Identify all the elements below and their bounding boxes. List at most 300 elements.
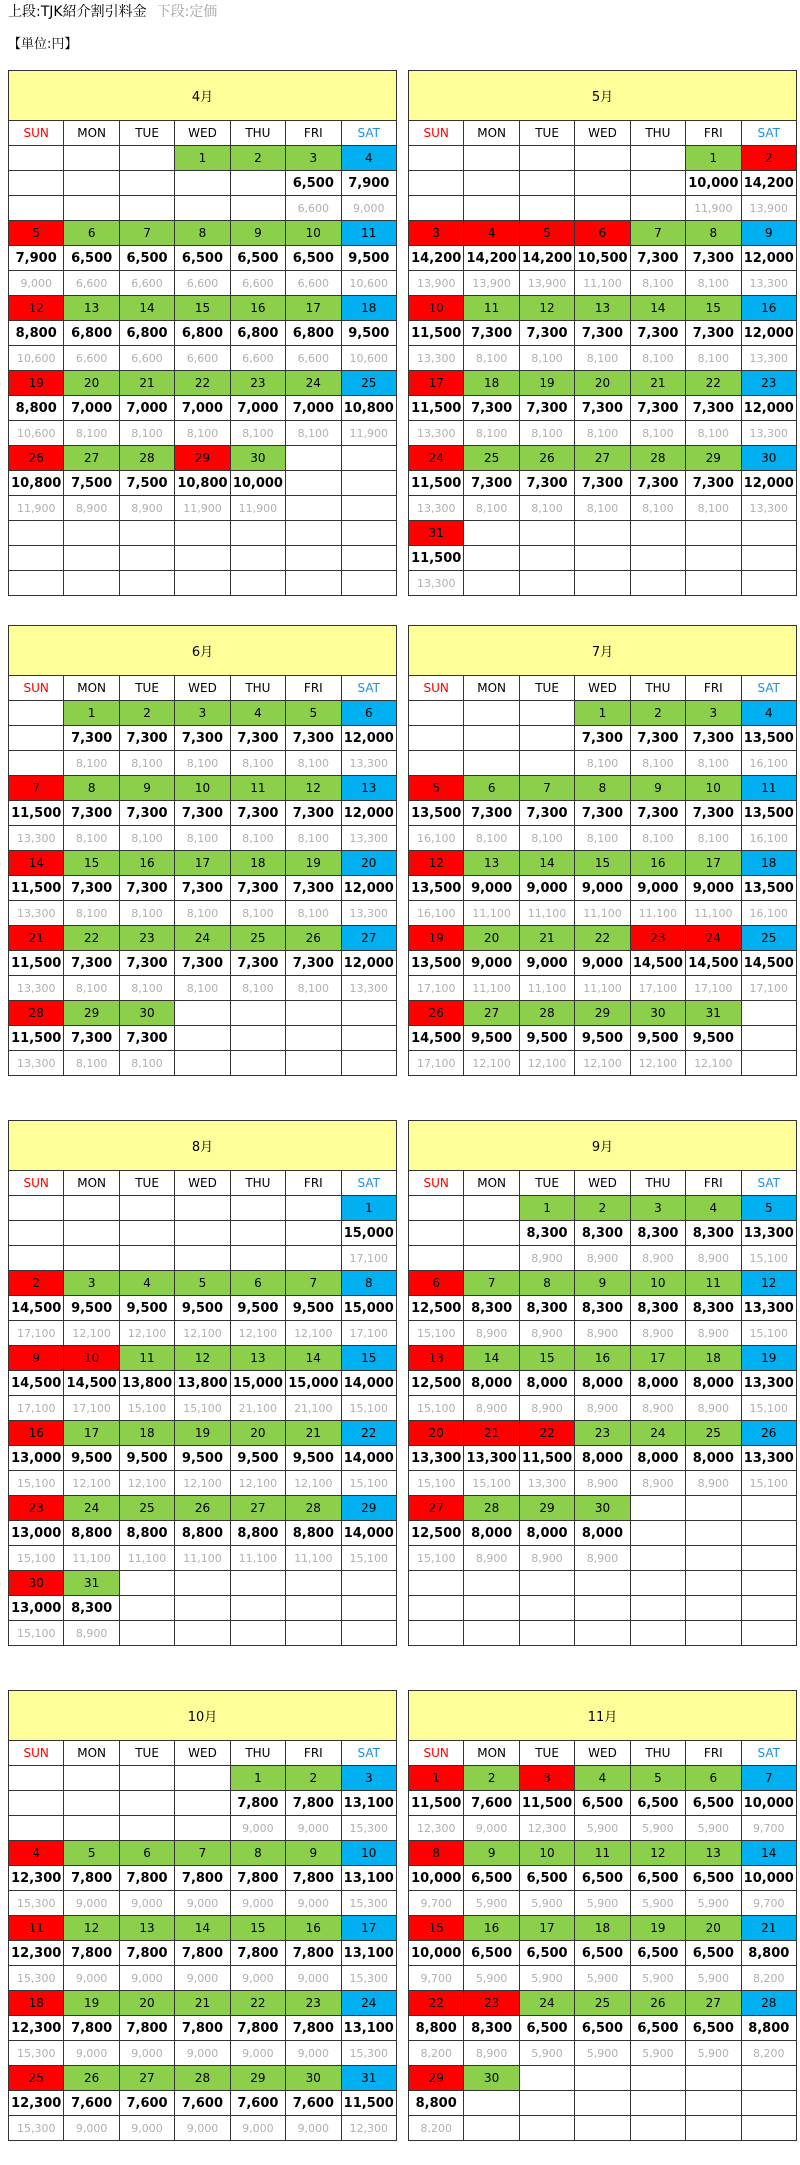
- weekday-header: WED: [575, 121, 630, 146]
- weekday-header: THU: [230, 1171, 285, 1196]
- discount-price-cell: 7,300: [119, 726, 174, 751]
- list-price-cell: 8,900: [464, 1396, 519, 1421]
- list-price-cell: 6,600: [286, 196, 341, 221]
- weekday-header: MON: [64, 1171, 119, 1196]
- date-cell: [686, 1571, 741, 1596]
- date-cell: 10: [686, 776, 741, 801]
- discount-price-cell: 14,500: [741, 951, 797, 976]
- date-cell: [286, 521, 341, 546]
- list-price-cell: 12,300: [409, 1816, 464, 1841]
- list-price-cell: 12,100: [64, 1471, 119, 1496]
- discount-price-cell: 6,500: [630, 2016, 685, 2041]
- date-cell: 5: [175, 1271, 230, 1296]
- discount-price-cell: 7,800: [175, 2016, 230, 2041]
- list-price-cell: [409, 196, 464, 221]
- date-cell: [341, 1571, 397, 1596]
- date-cell: 26: [741, 1421, 797, 1446]
- date-cell: 28: [630, 446, 685, 471]
- discount-price-cell: 8,800: [409, 2091, 464, 2116]
- list-price-cell: 15,100: [409, 1321, 464, 1346]
- date-cell: 16: [575, 1346, 630, 1371]
- date-cell: 19: [286, 851, 341, 876]
- date-cell: 19: [630, 1916, 685, 1941]
- list-price-cell: 13,300: [409, 496, 464, 521]
- list-price-cell: 9,000: [286, 2116, 341, 2141]
- weekday-header: FRI: [286, 1171, 341, 1196]
- date-cell: 12: [9, 296, 64, 321]
- discount-price-cell: 8,000: [519, 1371, 574, 1396]
- list-price-cell: 17,100: [64, 1396, 119, 1421]
- list-price-cell: 15,100: [175, 1396, 230, 1421]
- list-price-cell: 21,100: [286, 1396, 341, 1421]
- date-cell: 10: [64, 1346, 119, 1371]
- month-title: 10月: [9, 1691, 397, 1741]
- discount-price-cell: 7,300: [464, 396, 519, 421]
- list-price-cell: 16,100: [409, 826, 464, 851]
- list-price-cell: 11,100: [630, 901, 685, 926]
- date-cell: 6: [64, 221, 119, 246]
- weekday-header: FRI: [686, 1741, 741, 1766]
- date-cell: [230, 1571, 285, 1596]
- discount-price-cell: 14,500: [9, 1371, 64, 1396]
- list-price-cell: 11,900: [9, 496, 64, 521]
- date-cell: 24: [175, 926, 230, 951]
- discount-price-cell: 14,200: [741, 171, 797, 196]
- discount-price-cell: [741, 1596, 797, 1621]
- list-price-cell: 6,600: [230, 346, 285, 371]
- date-cell: [519, 521, 574, 546]
- list-price-cell: 13,300: [409, 421, 464, 446]
- date-cell: 21: [741, 1916, 796, 1941]
- list-price-cell: [230, 1246, 285, 1271]
- discount-price-cell: 6,500: [286, 171, 341, 196]
- discount-price-cell: [230, 1221, 285, 1246]
- date-cell: 21: [464, 1421, 519, 1446]
- discount-price-cell: 11,500: [409, 396, 464, 421]
- unit-label: 【単位:円】: [8, 37, 78, 52]
- date-cell: 29: [64, 1001, 119, 1026]
- date-cell: 24: [286, 371, 341, 396]
- date-cell: 8: [64, 776, 119, 801]
- date-cell: 4: [575, 1766, 630, 1791]
- list-price-cell: 9,000: [230, 2116, 285, 2141]
- discount-price-cell: 7,800: [119, 1941, 174, 1966]
- list-price-cell: 9,000: [64, 1966, 119, 1991]
- list-price-cell: 6,600: [230, 271, 285, 296]
- list-price-cell: 16,100: [741, 826, 797, 851]
- date-cell: [575, 521, 630, 546]
- date-cell: [409, 146, 464, 171]
- list-price-cell: 9,000: [175, 2041, 230, 2066]
- discount-price-cell: 15,000: [286, 1371, 341, 1396]
- discount-price-cell: 9,000: [630, 876, 685, 901]
- list-price-cell: [230, 571, 285, 596]
- list-price-cell: [9, 571, 64, 596]
- discount-price-cell: 8,000: [519, 1521, 574, 1546]
- date-cell: [464, 521, 519, 546]
- list-price-cell: [409, 1621, 464, 1646]
- discount-price-cell: 7,800: [64, 2016, 119, 2041]
- month-title: 8月: [9, 1121, 397, 1171]
- discount-price-cell: 13,100: [341, 1866, 396, 1891]
- list-price-cell: 11,100: [175, 1546, 230, 1571]
- list-price-cell: 9,700: [741, 1891, 796, 1916]
- discount-price-cell: 8,300: [686, 1296, 741, 1321]
- discount-price-cell: 7,300: [630, 726, 685, 751]
- date-cell: 20: [575, 371, 630, 396]
- discount-price-cell: [575, 1596, 630, 1621]
- date-cell: 2: [9, 1271, 64, 1296]
- date-cell: 23: [230, 371, 285, 396]
- weekday-header: FRI: [686, 1171, 741, 1196]
- discount-price-cell: 9,000: [575, 876, 630, 901]
- list-price-cell: 9,000: [175, 1966, 230, 1991]
- list-price-cell: 17,100: [409, 976, 464, 1001]
- date-cell: 9: [230, 221, 285, 246]
- discount-price-cell: 11,500: [9, 876, 64, 901]
- list-price-cell: 13,300: [9, 976, 64, 1001]
- discount-price-cell: 7,300: [686, 246, 741, 271]
- discount-price-cell: 9,500: [64, 1296, 119, 1321]
- list-price-cell: 8,900: [64, 1621, 119, 1646]
- list-price-cell: 11,100: [286, 1546, 341, 1571]
- discount-price-cell: [230, 546, 285, 571]
- date-cell: 21: [175, 1991, 230, 2016]
- discount-price-cell: [519, 726, 574, 751]
- date-cell: 23: [464, 1991, 519, 2016]
- list-price-cell: [341, 571, 397, 596]
- list-price-cell: 8,900: [575, 1471, 630, 1496]
- list-price-cell: 12,100: [230, 1321, 285, 1346]
- date-cell: 30: [9, 1571, 64, 1596]
- date-cell: [64, 1196, 119, 1221]
- discount-price-cell: 7,800: [230, 1791, 285, 1816]
- discount-price-cell: 6,500: [686, 2016, 741, 2041]
- list-price-cell: [9, 196, 64, 221]
- date-cell: 25: [230, 926, 285, 951]
- date-cell: 15: [64, 851, 119, 876]
- list-price-cell: 11,900: [230, 496, 285, 521]
- date-cell: [409, 701, 464, 726]
- month-calendar: [8, 1690, 397, 2141]
- date-cell: 30: [575, 1496, 630, 1521]
- date-cell: [630, 1571, 685, 1596]
- discount-price-cell: 7,800: [286, 1866, 341, 1891]
- list-price-cell: 8,100: [686, 496, 741, 521]
- date-cell: [175, 1001, 230, 1026]
- list-price-cell: [175, 196, 230, 221]
- date-cell: 29: [409, 2066, 464, 2091]
- discount-price-cell: [64, 1791, 119, 1816]
- discount-price-cell: 13,500: [409, 876, 464, 901]
- list-price-cell: 13,300: [741, 496, 797, 521]
- discount-price-cell: 8,300: [464, 2016, 519, 2041]
- discount-price-cell: 7,300: [630, 246, 685, 271]
- list-price-cell: 13,300: [341, 901, 397, 926]
- date-cell: 14: [519, 851, 574, 876]
- discount-price-cell: 7,900: [9, 246, 64, 271]
- date-cell: [119, 1196, 174, 1221]
- date-cell: 22: [64, 926, 119, 951]
- discount-price-cell: 7,600: [175, 2091, 230, 2116]
- date-cell: 21: [286, 1421, 341, 1446]
- discount-price-cell: [409, 171, 464, 196]
- weekday-header: SAT: [341, 121, 397, 146]
- list-price-cell: [175, 571, 230, 596]
- date-cell: [9, 146, 64, 171]
- list-price-cell: 6,600: [286, 346, 341, 371]
- date-cell: 21: [9, 926, 64, 951]
- list-price-cell: [341, 1051, 397, 1076]
- list-price-cell: 8,100: [286, 901, 341, 926]
- month-title: 7月: [409, 626, 797, 676]
- date-cell: 12: [519, 296, 574, 321]
- weekday-header: SUN: [409, 1171, 464, 1196]
- discount-price-cell: 13,100: [341, 2016, 396, 2041]
- date-cell: 19: [741, 1346, 797, 1371]
- date-cell: 16: [9, 1421, 64, 1446]
- list-price-cell: 11,100: [464, 901, 519, 926]
- discount-price-cell: 13,000: [9, 1446, 64, 1471]
- list-price-cell: 9,000: [230, 1966, 285, 1991]
- list-price-cell: 9,000: [230, 1891, 285, 1916]
- list-price-cell: 5,900: [686, 2041, 741, 2066]
- list-price-cell: 15,100: [341, 1546, 397, 1571]
- discount-price-cell: 7,600: [286, 2091, 341, 2116]
- discount-price-cell: 14,000: [341, 1371, 397, 1396]
- discount-price-cell: 7,800: [175, 1866, 230, 1891]
- discount-price-cell: 8,300: [630, 1296, 685, 1321]
- date-cell: 15: [230, 1916, 285, 1941]
- discount-price-cell: 9,000: [519, 951, 574, 976]
- list-price-cell: 8,100: [575, 496, 630, 521]
- date-cell: [464, 146, 519, 171]
- date-cell: 25: [686, 1421, 741, 1446]
- date-cell: [519, 1571, 574, 1596]
- weekday-header: TUE: [519, 1171, 574, 1196]
- list-price-cell: 17,100: [686, 976, 741, 1001]
- discount-price-cell: 7,000: [230, 396, 285, 421]
- list-price-cell: [686, 1621, 741, 1646]
- discount-price-cell: 6,500: [630, 1866, 685, 1891]
- discount-price-cell: [230, 1596, 285, 1621]
- list-price-cell: 12,100: [519, 1051, 574, 1076]
- list-price-cell: [341, 1621, 397, 1646]
- discount-price-cell: 9,500: [119, 1446, 174, 1471]
- date-cell: 5: [64, 1841, 119, 1866]
- list-price-cell: 8,100: [64, 421, 119, 446]
- list-price-cell: [519, 571, 574, 596]
- date-cell: 24: [686, 926, 741, 951]
- date-cell: [341, 446, 397, 471]
- list-price-cell: 6,600: [286, 271, 341, 296]
- list-price-cell: [686, 1546, 741, 1571]
- date-cell: 15: [686, 296, 741, 321]
- date-cell: 8: [686, 221, 741, 246]
- discount-price-cell: 7,300: [630, 396, 685, 421]
- discount-price-cell: 12,000: [341, 951, 397, 976]
- list-price-cell: 5,900: [630, 1816, 685, 1841]
- discount-price-cell: [64, 1221, 119, 1246]
- date-cell: [230, 521, 285, 546]
- weekday-header: MON: [464, 121, 519, 146]
- discount-price-cell: 14,200: [464, 246, 519, 271]
- list-price-cell: 12,100: [286, 1321, 341, 1346]
- weekday-header: TUE: [119, 121, 174, 146]
- list-price-cell: 6,600: [175, 346, 230, 371]
- list-price-cell: 15,100: [464, 1471, 519, 1496]
- discount-price-cell: 6,800: [175, 321, 230, 346]
- discount-price-cell: 7,300: [519, 321, 574, 346]
- date-cell: 31: [409, 521, 464, 546]
- list-price-cell: 8,100: [575, 826, 630, 851]
- date-cell: [630, 1496, 685, 1521]
- date-cell: 2: [119, 701, 174, 726]
- date-cell: 11: [686, 1271, 741, 1296]
- discount-price-cell: 9,500: [286, 1446, 341, 1471]
- discount-price-cell: 10,000: [409, 1866, 464, 1891]
- discount-price-cell: 8,000: [575, 1521, 630, 1546]
- date-cell: 1: [575, 701, 630, 726]
- date-cell: 16: [230, 296, 285, 321]
- date-cell: 16: [464, 1916, 519, 1941]
- weekday-header: THU: [630, 1171, 685, 1196]
- discount-price-cell: 7,300: [230, 801, 285, 826]
- list-price-cell: 8,900: [686, 1321, 741, 1346]
- date-cell: 5: [630, 1766, 685, 1791]
- date-cell: 19: [519, 371, 574, 396]
- discount-price-cell: 6,500: [630, 1941, 685, 1966]
- discount-price-cell: [9, 726, 64, 751]
- discount-price-cell: 8,800: [286, 1521, 341, 1546]
- date-cell: 28: [9, 1001, 64, 1026]
- date-cell: 8: [575, 776, 630, 801]
- list-price-cell: 13,300: [341, 976, 397, 1001]
- date-cell: 17: [630, 1346, 685, 1371]
- discount-price-cell: 7,300: [630, 471, 685, 496]
- weekday-header: SUN: [9, 1171, 64, 1196]
- discount-price-cell: 10,800: [9, 471, 64, 496]
- date-cell: 13: [686, 1841, 741, 1866]
- list-price-cell: 8,100: [464, 421, 519, 446]
- date-cell: 26: [409, 1001, 464, 1026]
- date-cell: [741, 2066, 796, 2091]
- discount-price-cell: 10,800: [341, 396, 397, 421]
- discount-price-cell: 7,800: [286, 1791, 341, 1816]
- discount-price-cell: 7,800: [230, 2016, 285, 2041]
- list-price-cell: 12,100: [64, 1321, 119, 1346]
- list-price-cell: 9,000: [119, 2116, 174, 2141]
- list-price-cell: 8,900: [464, 2041, 519, 2066]
- date-cell: 23: [575, 1421, 630, 1446]
- date-cell: [286, 446, 341, 471]
- date-cell: 30: [230, 446, 285, 471]
- date-cell: 22: [341, 1421, 397, 1446]
- list-price-cell: 15,100: [409, 1396, 464, 1421]
- list-price-cell: 8,900: [686, 1396, 741, 1421]
- date-cell: 17: [341, 1916, 396, 1941]
- date-cell: [741, 521, 797, 546]
- discount-price-cell: 6,500: [519, 1941, 574, 1966]
- list-price-cell: [741, 571, 797, 596]
- list-price-cell: 5,900: [519, 1966, 574, 1991]
- date-cell: 6: [686, 1766, 741, 1791]
- list-price-cell: 8,900: [464, 1321, 519, 1346]
- list-price-cell: [286, 1051, 341, 1076]
- discount-price-cell: 8,000: [575, 1446, 630, 1471]
- list-price-cell: [519, 751, 574, 776]
- list-price-cell: 9,700: [409, 1891, 464, 1916]
- list-price-cell: 12,100: [119, 1321, 174, 1346]
- discount-price-cell: [175, 1791, 230, 1816]
- list-price-cell: 8,100: [286, 976, 341, 1001]
- discount-price-cell: 14,500: [686, 951, 741, 976]
- list-price-cell: 8,900: [519, 1396, 574, 1421]
- discount-price-cell: 6,500: [119, 246, 174, 271]
- date-cell: 10: [175, 776, 230, 801]
- list-price-cell: 8,900: [575, 1396, 630, 1421]
- discount-price-cell: 7,500: [64, 471, 119, 496]
- discount-price-cell: 10,000: [230, 471, 285, 496]
- discount-price-cell: 8,300: [575, 1296, 630, 1321]
- date-cell: 7: [119, 221, 174, 246]
- month-calendar: [8, 625, 397, 1076]
- discount-price-cell: [341, 1026, 397, 1051]
- date-cell: 28: [119, 446, 174, 471]
- list-price-cell: 8,200: [409, 2116, 464, 2141]
- discount-price-cell: 6,800: [64, 321, 119, 346]
- discount-price-cell: 7,300: [464, 321, 519, 346]
- discount-price-cell: 12,000: [741, 471, 797, 496]
- weekday-header: SUN: [409, 1741, 464, 1766]
- date-cell: 9: [119, 776, 174, 801]
- list-price-cell: 5,900: [464, 1891, 519, 1916]
- discount-price-cell: 11,500: [519, 1446, 574, 1471]
- discount-price-cell: 11,500: [9, 801, 64, 826]
- date-cell: 24: [409, 446, 464, 471]
- list-price-cell: 13,300: [409, 346, 464, 371]
- discount-price-cell: [341, 471, 397, 496]
- date-cell: [175, 1196, 230, 1221]
- list-price-cell: [409, 1246, 464, 1271]
- discount-price-cell: [630, 546, 685, 571]
- date-cell: 7: [286, 1271, 341, 1296]
- list-price-cell: 8,900: [630, 1396, 685, 1421]
- discount-price-cell: 8,300: [575, 1221, 630, 1246]
- discount-price-cell: 13,300: [464, 1446, 519, 1471]
- list-price-cell: 11,100: [519, 976, 574, 1001]
- discount-price-cell: [286, 546, 341, 571]
- discount-price-cell: [9, 1221, 64, 1246]
- list-price-cell: 8,100: [630, 271, 685, 296]
- discount-price-cell: 6,500: [575, 1941, 630, 1966]
- discount-price-cell: [464, 1221, 519, 1246]
- list-price-cell: [686, 2116, 741, 2141]
- date-cell: 1: [341, 1196, 397, 1221]
- discount-price-cell: 14,500: [64, 1371, 119, 1396]
- list-price-cell: 13,300: [519, 1471, 574, 1496]
- list-price-cell: 9,000: [286, 1816, 341, 1841]
- date-cell: [9, 521, 64, 546]
- discount-price-cell: [464, 726, 519, 751]
- list-price-cell: 8,100: [686, 751, 741, 776]
- list-price-cell: 15,100: [9, 1546, 64, 1571]
- discount-price-cell: [741, 2091, 796, 2116]
- discount-price-cell: [175, 1596, 230, 1621]
- discount-price-cell: 7,800: [64, 1941, 119, 1966]
- discount-price-cell: 6,800: [286, 321, 341, 346]
- weekday-header: SUN: [9, 676, 64, 701]
